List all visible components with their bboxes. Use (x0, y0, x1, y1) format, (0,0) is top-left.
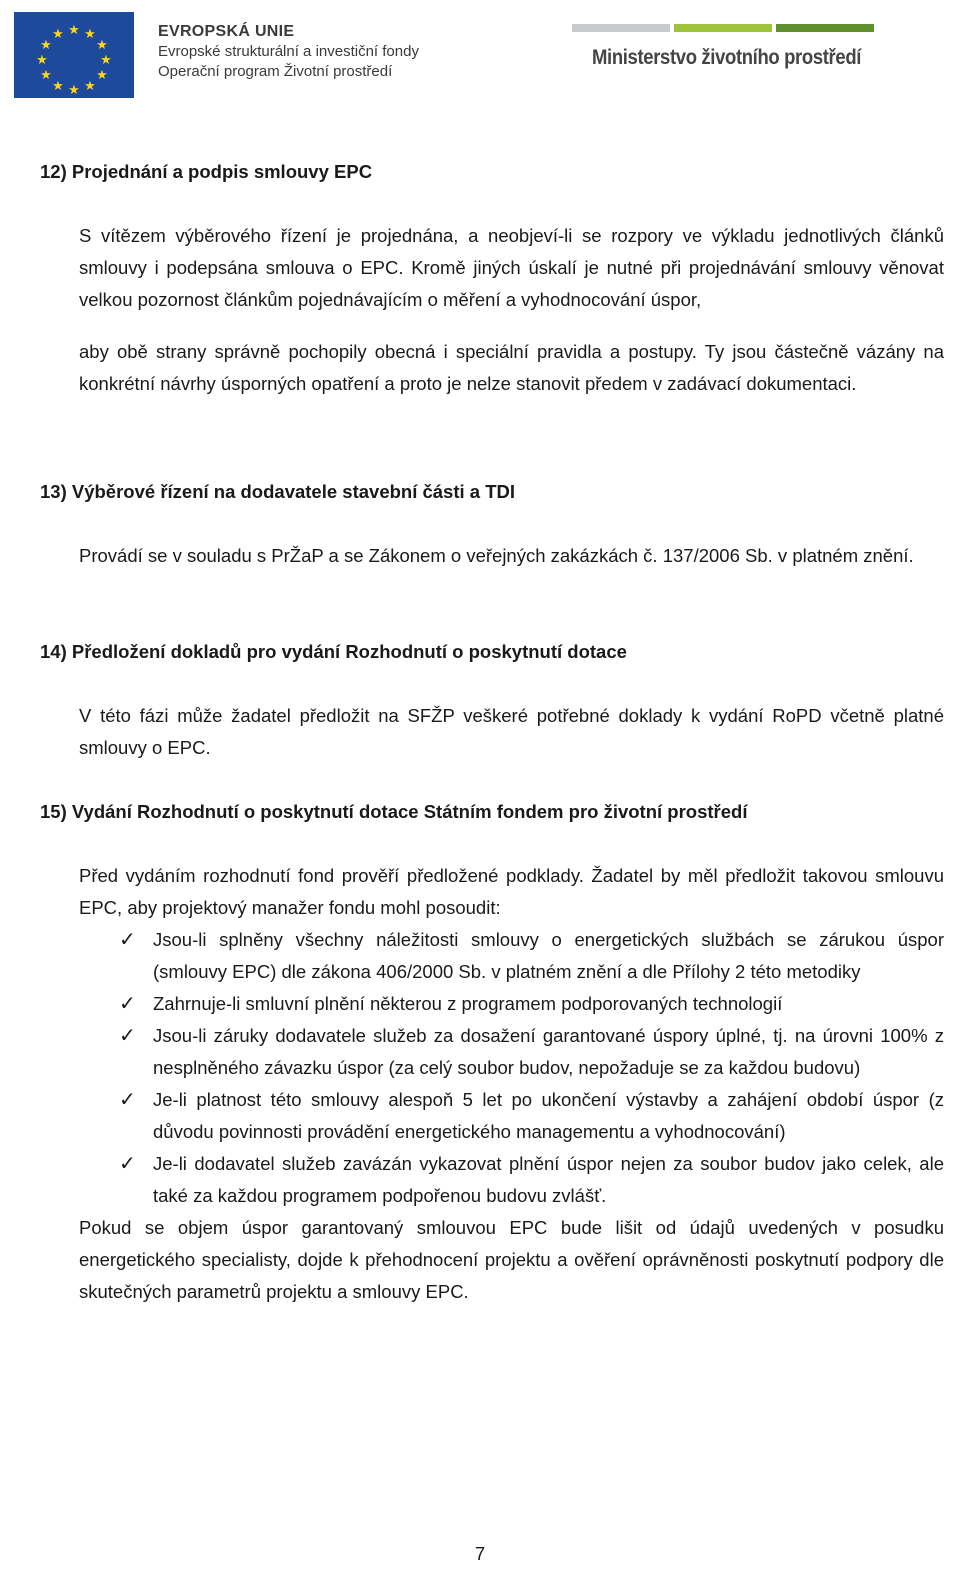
eu-title: EVROPSKÁ UNIE (158, 23, 295, 40)
svg-text:★: ★ (84, 27, 96, 42)
section-14 (40, 636, 944, 764)
svg-text:★: ★ (84, 79, 96, 94)
paragraph: Pokud se objem úspor garantovaný smlouvou EPC bude lišit od údajů uvedených v posudku energetického specialisty, dojde k přehodnocení projektu a ověření oprávněnosti poskytnutí podpory dle skutečných parametrů projektu a smlouvy EPC. (79, 1217, 944, 1302)
svg-text:★: ★ (40, 38, 52, 53)
checklist-item: ✓ Jsou-li splněny všechny náležitosti smlouvy o energetických službách se zárukou úspor (smlouvy EPC) dle zákona 406/2000 Sb. v platném znění a dle Přílohy 2 této metodiky (119, 924, 944, 988)
section-heading: 15) Vydání Rozhodnutí o poskytnutí dotace Státním fondem pro životní prostředí (40, 801, 748, 822)
section-heading: 13) Výběrové řízení na dodavatele stavební části a TDI (40, 481, 516, 502)
paragraph: Provádí se v souladu s PrŽaP a se Zákonem o veřejných zakázkách č. 137/2006 Sb. v platném znění. (79, 545, 914, 566)
checklist (40, 924, 944, 1212)
checklist-item: ✓ Je-li dodavatel služeb zavázán vykazovat plnění úspor nejen za soubor budov jako celek, ale také za každou programem podpořenou budovu zvlášť. (119, 1148, 944, 1212)
checkmark-icon: ✓ (119, 929, 136, 951)
checklist-item: ✓ Zahrnuje-li smluvní plnění některou z programem podporovaných technologií (119, 988, 944, 1020)
svg-text:★: ★ (68, 23, 80, 38)
svg-text:★: ★ (68, 83, 80, 98)
eu-subtitle: Evropské strukturální a investiční fondy (158, 43, 419, 60)
paragraph: Před vydáním rozhodnutí fond prověří předložené podklady. Žadatel by měl předložit takovou smlouvu EPC, aby projektový manažer fondu mohl posoudit: (79, 865, 944, 918)
svg-text:★: ★ (52, 79, 64, 94)
checklist-item: ✓ Jsou-li záruky dodavatele služeb za dosažení garantované úspory úplné, tj. na úrovni 100% z nesplněného závazku úspor (za celý soubor budov, nepožaduje se za každou budovu) (119, 1020, 944, 1084)
eu-program: Operační program Životní prostředí (158, 63, 393, 80)
paragraph: aby obě strany správně pochopily obecná i speciální pravidla a postupy. Ty jsou částečně vázány na konkrétní návrhy úsporných opatření a proto je nelze stanovit předem v zadávací dokumentaci. (79, 341, 944, 394)
page-number: 7 (474, 1543, 486, 1564)
eu-flag-logo (14, 12, 134, 98)
ministry-name: Ministerstvo životního prostředí (592, 46, 862, 69)
checkmark-icon: ✓ (119, 1025, 136, 1047)
checkmark-icon: ✓ (119, 1089, 136, 1111)
checkmark-icon: ✓ (119, 993, 136, 1015)
section-heading: 14) Předložení dokladů pro vydání Rozhodnutí o poskytnutí dotace (40, 641, 627, 662)
section-heading: 12) Projednání a podpis smlouvy EPC (40, 161, 373, 182)
page-header (0, 0, 960, 110)
svg-text:★: ★ (36, 53, 48, 68)
ministry-logo-bars (572, 24, 874, 32)
svg-text:★: ★ (100, 53, 112, 68)
svg-text:★: ★ (52, 27, 64, 42)
section-12 (40, 156, 944, 400)
paragraph: V této fázi může žadatel předložit na SFŽP veškeré potřebné doklady k vydání RoPD včetně platné smlouvy o EPC. (79, 705, 944, 758)
svg-text:★: ★ (96, 38, 108, 53)
section-15 (40, 796, 944, 1308)
svg-text:★: ★ (40, 68, 52, 83)
section-13 (40, 476, 944, 572)
svg-text:★: ★ (96, 68, 108, 83)
checkmark-icon: ✓ (119, 1153, 136, 1175)
checklist-item: ✓ Je-li platnost této smlouvy alespoň 5 let po ukončení výstavby a zahájení období úspor (z důvodu povinnosti provádění energetického managementu a vyhodnocování) (119, 1084, 944, 1148)
paragraph: S vítězem výběrového řízení je projednána, a neobjeví-li se rozpory ve výkladu jednotlivých článků smlouvy i podepsána smlouva o EPC. Kromě jiných úskalí je nutné při projednávání smlouvy věnovat velkou pozornost článkům pojednávajícím o měření a vyhodnocování úspor, (79, 225, 944, 310)
ministry-logo (572, 24, 874, 70)
eu-text-block (158, 22, 419, 82)
